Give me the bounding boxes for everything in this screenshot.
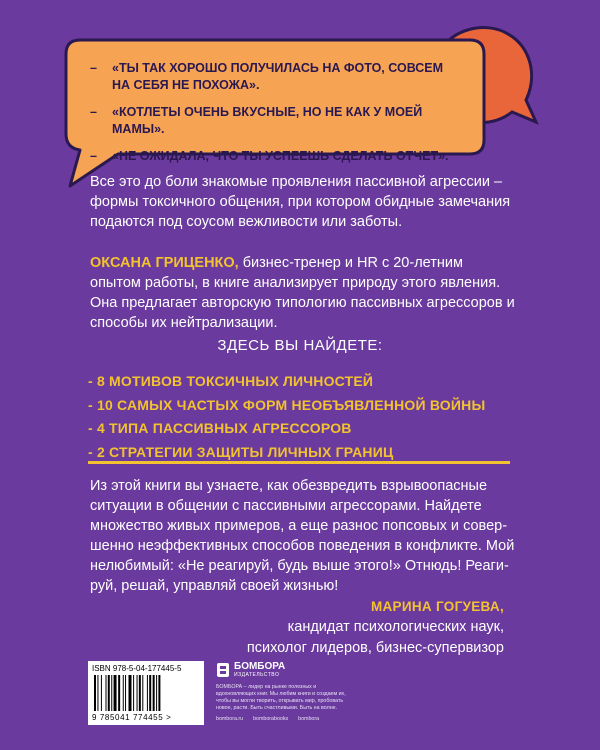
barcode-bar (111, 675, 112, 711)
barcode-bar (118, 675, 120, 711)
quote-dash: – (90, 61, 97, 75)
reviewer-signature (247, 596, 504, 659)
quote-item (90, 104, 450, 138)
barcode-bar (149, 675, 151, 711)
author-description: бизнес-тренер и HR с 20-летним опытом работы, в книге анализирует природу этого явления. Она предлагает авторскую типологию пассивных агрессоров и способы их нейтрализации. (90, 255, 515, 331)
accent-underline (88, 461, 510, 464)
barcode-bar (137, 675, 138, 711)
bullet-item: - 4 ТИПА ПАССИВНЫХ АГРЕССОРОВ (88, 420, 352, 436)
barcode-bar (139, 675, 141, 711)
barcode-bar (125, 675, 126, 711)
barcode-bar (153, 675, 155, 711)
publisher-description: БОМБОРА – лидер на рынке полезных и вдохновляющих книг. Мы любим книги и создаем их, чтобы вы могли творить, открывать мир, пробовать новое, расти. Быть счастливыми. Быть на волне. (216, 684, 346, 711)
barcode-bar (97, 675, 98, 711)
barcode-box (88, 661, 204, 725)
find-heading: ЗДЕСЬ ВЫ НАЙДЕТЕ: (217, 337, 383, 354)
bombora-logo-icon (216, 662, 230, 678)
bullet-item: - 8 МОТИВОВ ТОКСИЧНЫХ ЛИЧНОСТЕЙ (88, 373, 374, 389)
barcode-bar (106, 675, 107, 711)
author-name: ОКСАНА ГРИЦЕНКО, (90, 255, 239, 271)
barcode-bar (142, 675, 143, 711)
barcode (94, 675, 188, 711)
reviewer-title-1: кандидат психологических наук, (287, 619, 504, 635)
publisher-social-link[interactable]: bomborabooks (253, 716, 289, 722)
barcode-bar (101, 675, 102, 711)
barcode-bar (123, 675, 124, 711)
reviewer-name: МАРИНА ГОГУЕВА, (370, 599, 504, 614)
publisher-social-link[interactable]: bombora (298, 716, 320, 722)
bullet-item: - 10 САМЫХ ЧАСТЫХ ФОРМ НЕОБЪЯВЛЕННОЙ ВОЙНЫ (88, 396, 486, 413)
barcode-bar (129, 675, 132, 711)
bullet-list (88, 370, 485, 464)
barcode-bar (158, 675, 160, 711)
publisher-block (216, 662, 366, 722)
barcode-number: 9 785041 774455 > (92, 713, 172, 722)
review-paragraph: Из этой книги вы узнаете, как обезвредить взрывоопасные ситуации в общении с пассивными агрессорами. Найдете множество живых примеров, а еще разнос попсовых и совершенно неэффективных способов поведения в конфликте. Мой нелюбимый: «Не реагируй, будь выше этого!» Отнюдь! Реагируй, решай, управляй своей жизнью! (90, 478, 515, 594)
quote-text: «ТЫ ТАК ХОРОШО ПОЛУЧИЛАСЬ НА ФОТО, СОВСЕМ НА СЕБЯ НЕ ПОХОЖА». (112, 61, 444, 92)
bullet-item: - 2 СТРАТЕГИИ ЗАЩИТЫ ЛИЧНЫХ ГРАНИЦ (88, 443, 394, 460)
reviewer-title-2: психолог лидеров, бизнес-супервизор (246, 640, 504, 656)
quote-text: «КОТЛЕТЫ ОЧЕНЬ ВКУСНЫЕ, НО НЕ КАК У МОЕЙ МАМЫ». (112, 105, 423, 136)
quote-text: «НЕ ОЖИДАЛА, ЧТО ТЫ УСПЕЕШЬ СДЕЛАТЬ ОТЧЕТ». (112, 149, 449, 163)
intro-paragraph: Все это до боли знакомые проявления пассивной агрессии – формы токсичного общения, при котором обидные замечания подаются под соусом вежливости или заботы. (90, 174, 511, 230)
isbn-text: ISBN 978-5-04-177445-5 (92, 664, 182, 673)
publisher-site-link[interactable]: bombora.ru (216, 716, 244, 722)
publisher-subtitle: ИЗДАТЕЛЬСТВО (234, 672, 280, 678)
quote-dash: – (90, 105, 97, 119)
barcode-bar (147, 675, 148, 711)
publisher-links (216, 716, 366, 722)
author-paragraph (90, 253, 515, 333)
quote-item (90, 60, 450, 94)
quote-dash: – (90, 149, 97, 163)
quote-list (90, 60, 450, 175)
barcode-bar (114, 675, 117, 711)
barcode-bar (108, 675, 110, 711)
publisher-name: БОМБОРА (234, 661, 286, 672)
quote-item (90, 148, 450, 165)
barcode-bar (133, 675, 134, 711)
barcode-bar (94, 675, 96, 711)
barcode-bar (156, 675, 157, 711)
publisher-logo (216, 662, 366, 678)
